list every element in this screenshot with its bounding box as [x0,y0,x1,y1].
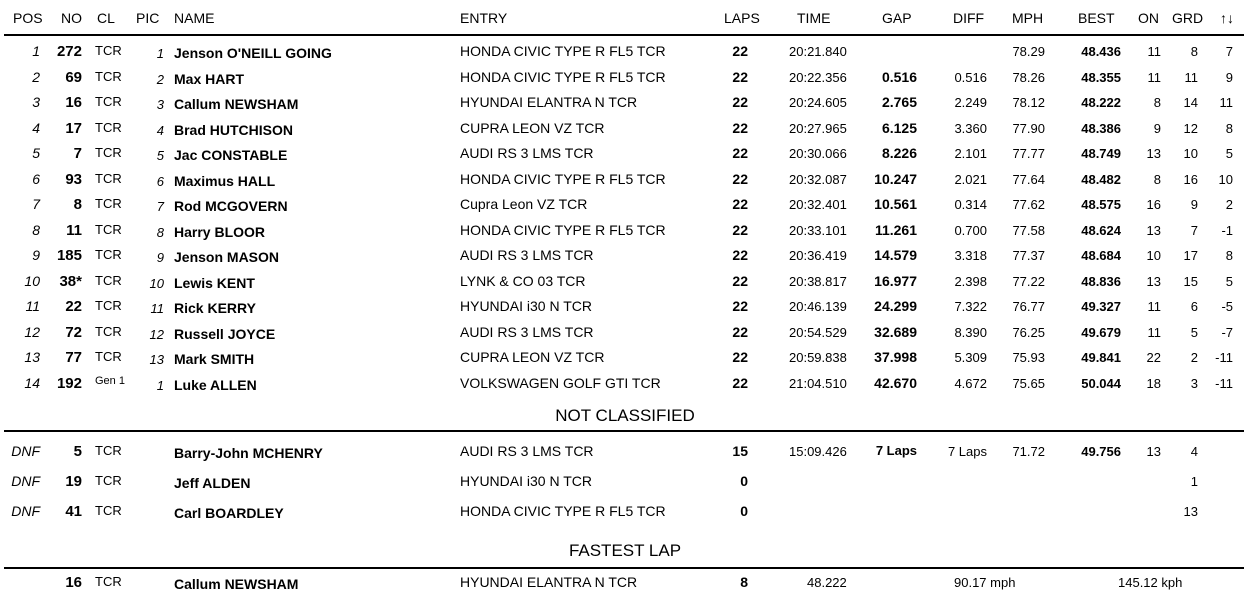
cell-mph: 77.64 [1012,171,1045,187]
cell-chg: -5 [1221,299,1233,314]
cell-best: 48.482 [1081,171,1121,187]
cell-cl: TCR [95,272,122,288]
cell-best: 48.575 [1081,197,1121,212]
cell-entry: HONDA CIVIC TYPE R FL5 TCR [460,503,666,519]
cell-on: 9 [1153,120,1161,136]
cell-best: 48.386 [1081,120,1121,136]
cell-cl: TCR [95,247,122,262]
table-row [0,216,1250,241]
cell-gap: 8.226 [881,145,917,161]
cell-mph: 78.12 [1012,95,1045,110]
cell-entry: AUDI RS 3 LMS TCR [460,145,594,161]
cell-on: 10 [1146,248,1161,263]
cell-grd: 15 [1183,273,1198,289]
cell-mph: 77.77 [1012,146,1045,161]
cell-on: 13 [1146,222,1161,238]
cell-pic: 4 [156,122,164,138]
cell-pos: 10 [24,272,40,289]
cell-mph: 78.26 [1012,69,1045,85]
cell-name: Carl BOARDLEY [174,505,284,521]
cell-grd: 8 [1190,44,1198,59]
cell-no: 93 [65,170,82,188]
cell-entry: AUDI RS 3 LMS TCR [460,443,594,459]
cell-diff: 2.101 [954,146,987,161]
table-row [0,37,1250,62]
table-row [0,241,1250,266]
cell-grd: 9 [1190,197,1198,212]
cell-chg: 5 [1225,146,1233,161]
cell-on: 13 [1146,444,1161,459]
cell-name: Luke ALLEN [174,376,257,393]
cell-chg: 8 [1225,120,1233,136]
col-header-pos: POS [13,10,43,26]
cell-time: 20:24.605 [789,95,847,110]
cell-pic: 11 [150,301,164,316]
table-row [0,343,1250,368]
col-header-laps: LAPS [724,10,760,26]
cell-pos: 12 [24,323,40,340]
cell-diff: 2.021 [954,171,987,187]
cell-name: Rod MCGOVERN [174,198,288,214]
cell-no: 38* [59,272,82,290]
table-row [0,88,1250,113]
not-classified-divider [4,430,1244,432]
cell-pic: 2 [156,71,164,87]
cell-cl: TCR [95,473,122,488]
col-header-best: BEST [1078,10,1115,26]
cell-no: 19 [65,473,82,490]
cell-name: Mark SMITH [174,351,255,367]
cell-chg: 9 [1225,69,1233,85]
cell-pic: 6 [156,173,164,189]
cell-pic: 1 [156,46,164,61]
cell-mph: 75.93 [1012,350,1045,365]
col-header-grd: GRD [1172,10,1204,26]
cell-pos: 2 [32,68,40,85]
cell-laps: 22 [732,323,748,340]
cell-time: 20:30.066 [789,146,847,161]
cell-name: Jenson MASON [174,249,280,265]
cell-grd: 10 [1183,146,1198,161]
cell-cl: TCR [95,196,122,211]
cell-time: 20:36.419 [789,248,847,263]
cell-mph: 77.22 [1012,273,1045,289]
cell-on: 11 [1147,69,1161,85]
cell-pos: DNF [11,503,40,519]
cell-no: 5 [73,443,82,460]
cell-entry: HYUNDAI i30 N TCR [460,298,592,314]
cell-no: 185 [56,247,82,264]
cell-time: 21:04.510 [789,375,847,391]
cell-diff: 0.700 [954,222,987,238]
cell-entry: HONDA CIVIC TYPE R FL5 TCR [460,221,666,238]
cell-mph: 78.29 [1012,44,1045,59]
cell-entry: HONDA CIVIC TYPE R FL5 TCR [460,68,666,85]
cell-pos: 5 [32,145,40,161]
cell-pos: 3 [32,94,40,110]
cell-cl: Gen 1 [95,374,125,387]
fastest-lap-no: 16 [65,574,82,591]
cell-cl: TCR [95,323,122,339]
fastest-lap-lap: 8 [740,574,748,590]
cell-entry: VOLKSWAGEN GOLF GTI TCR [460,374,661,391]
cell-diff: 2.249 [954,95,987,110]
table-row [0,318,1250,343]
cell-grd: 17 [1183,248,1198,263]
table-row [0,63,1250,88]
cell-mph: 77.90 [1012,120,1045,136]
cell-time: 20:38.817 [789,273,847,289]
cell-mph: 76.77 [1012,299,1045,314]
cell-pos: 14 [24,374,40,391]
cell-time: 20:21.840 [789,44,847,59]
fastest-lap-class: TCR [95,574,122,589]
cell-pic: 9 [156,250,164,265]
cell-cl: TCR [95,43,122,58]
cell-laps: 0 [740,473,748,489]
cell-on: 18 [1146,375,1161,391]
cell-cl: TCR [95,298,122,313]
cell-pos: 8 [32,221,40,238]
fastest-lap-entry: HYUNDAI ELANTRA N TCR [460,574,638,590]
cell-pic: 13 [149,352,164,367]
cell-diff: 7.322 [954,299,987,314]
col-header-on: ON [1138,10,1159,26]
cell-gap: 0.516 [881,68,917,85]
cell-pic: 10 [149,275,164,291]
cell-laps: 22 [732,272,748,289]
cell-name: Jeff ALDEN [174,475,251,491]
cell-pos: 9 [32,247,40,263]
table-row [0,165,1250,190]
cell-laps: 22 [732,247,748,263]
fastest-lap-kph: 145.12 kph [1118,575,1183,590]
cell-laps: 22 [732,119,748,136]
fastest-lap-heading: FASTEST LAP [568,541,682,560]
cell-name: Max HART [174,70,245,87]
cell-name: Lewis KENT [174,274,255,291]
cell-cl: TCR [95,68,122,84]
cell-gap: 10.561 [874,196,917,212]
cell-grd: 11 [1184,69,1198,85]
cell-gap: 42.670 [874,374,917,391]
cell-on: 11 [1147,44,1161,59]
cell-grd: 4 [1190,444,1198,459]
cell-on: 8 [1153,171,1161,187]
cell-laps: 22 [732,196,748,212]
cell-grd: 6 [1190,299,1198,314]
cell-gap: 2.765 [881,94,917,110]
cell-name: Callum NEWSHAM [174,96,299,112]
cell-no: 7 [73,145,82,162]
cell-best: 48.355 [1081,69,1121,85]
cell-pos: 6 [32,170,40,187]
cell-chg: 10 [1218,171,1233,187]
fastest-lap-mph: 90.17 mph [954,575,1016,590]
cell-grd: 3 [1190,375,1198,391]
cell-laps: 22 [732,374,748,391]
cell-best: 49.841 [1081,350,1121,365]
col-header-entry: ENTRY [460,10,508,26]
cell-name: Russell JOYCE [174,325,276,342]
cell-chg: 5 [1225,273,1233,289]
cell-pic: 8 [156,224,164,240]
cell-time: 20:32.087 [789,171,847,187]
cell-entry: CUPRA LEON VZ TCR [460,119,605,136]
cell-mph: 77.62 [1012,197,1045,212]
cell-no: 8 [73,196,82,213]
table-row [0,497,1250,522]
cell-grd: 14 [1183,95,1198,110]
cell-cl: TCR [95,503,122,518]
cell-entry: AUDI RS 3 LMS TCR [460,247,594,263]
cell-no: 16 [65,94,82,111]
cell-best: 48.684 [1081,248,1121,263]
table-row [0,190,1250,215]
cell-entry: CUPRA LEON VZ TCR [460,349,605,365]
cell-mph: 71.72 [1012,444,1045,459]
cell-pos: 1 [32,43,40,59]
cell-chg: -7 [1221,324,1233,340]
cell-mph: 77.58 [1012,222,1045,238]
cell-on: 13 [1146,146,1161,161]
cell-best: 49.679 [1081,324,1121,340]
not-classified-heading: NOT CLASSIFIED [555,406,695,425]
cell-grd: 7 [1190,222,1198,238]
cell-entry: HONDA CIVIC TYPE R FL5 TCR [460,43,666,59]
cell-diff: 2.398 [954,273,987,289]
cell-entry: Cupra Leon VZ TCR [460,196,588,212]
cell-name: Brad HUTCHISON [174,121,294,138]
cell-no: 17 [65,119,82,137]
cell-no: 41 [65,503,82,520]
cell-no: 11 [66,221,82,239]
table-row [0,369,1250,394]
table-row [0,292,1250,317]
cell-cl: TCR [95,170,122,186]
cell-laps: 22 [732,94,748,110]
cell-best: 49.327 [1081,299,1121,314]
col-header-diff: DIFF [953,10,985,26]
cell-time: 15:09.426 [789,444,847,459]
cell-pos: 13 [24,349,40,365]
cell-gap: 32.689 [874,323,917,340]
col-header-name: NAME [174,10,215,26]
table-row [0,267,1250,292]
cell-name: Jenson O'NEILL GOING [174,45,332,61]
cell-best: 49.756 [1081,444,1121,459]
cell-diff: 3.318 [954,248,987,263]
cell-pic: 12 [149,326,164,342]
cell-best: 48.749 [1081,146,1121,161]
cell-best: 48.222 [1081,95,1121,110]
cell-gap: 6.125 [881,119,917,136]
cell-no: 77 [65,349,82,366]
fastest-lap-row [0,568,1250,594]
cell-laps: 22 [732,298,748,314]
cell-best: 48.836 [1081,273,1121,289]
col-header-mph: MPH [1012,10,1044,26]
cell-chg: 8 [1225,248,1233,263]
cell-time: 20:33.101 [789,222,847,238]
cell-gap: 24.299 [874,298,917,314]
cell-laps: 22 [732,145,748,161]
cell-time: 20:59.838 [789,350,847,365]
cell-mph: 75.65 [1012,375,1045,391]
cell-pos: 11 [25,298,40,314]
cell-chg: -1 [1221,222,1233,238]
cell-on: 8 [1153,95,1161,110]
cell-grd: 13 [1183,504,1198,519]
cell-name: Jac CONSTABLE [174,147,288,163]
cell-chg: -11 [1215,350,1233,365]
cell-cl: TCR [95,119,122,135]
table-row [0,139,1250,164]
cell-time: 20:54.529 [789,324,847,340]
cell-name: Harry BLOOR [174,223,266,240]
cell-cl: TCR [95,145,122,160]
cell-gap: 7 Laps [875,443,917,458]
cell-diff: 8.390 [954,324,987,340]
cell-grd: 12 [1183,120,1198,136]
col-header-no: NO [61,10,82,26]
cell-diff: 4.672 [954,375,987,391]
cell-mph: 76.25 [1012,324,1045,340]
cell-pic: 3 [156,97,164,112]
cell-chg: -11 [1215,375,1233,391]
cell-entry: HONDA CIVIC TYPE R FL5 TCR [460,170,666,187]
cell-on: 11 [1147,299,1161,314]
cell-best: 48.624 [1081,222,1121,238]
cell-pos: 4 [32,119,40,136]
cell-laps: 22 [732,43,748,59]
cell-diff: 0.516 [954,69,987,85]
cell-laps: 22 [732,68,748,85]
cell-time: 20:46.139 [789,299,847,314]
cell-pos: 7 [32,196,40,212]
cell-pic: 7 [156,199,164,214]
col-header-pic: PIC [136,10,160,26]
cell-grd: 2 [1190,350,1198,365]
cell-diff: 5.309 [954,350,987,365]
cell-on: 22 [1146,350,1161,365]
cell-entry: LYNK & CO 03 TCR [460,272,586,289]
cell-laps: 0 [740,503,748,519]
cell-grd: 16 [1183,171,1198,187]
cell-best: 50.044 [1081,375,1121,391]
cell-diff: 3.360 [954,120,987,136]
cell-gap: 11.261 [874,221,917,238]
cell-pic: 5 [156,148,164,163]
cell-entry: AUDI RS 3 LMS TCR [460,323,594,340]
cell-laps: 15 [732,443,748,459]
cell-diff: 7 Laps [947,444,987,459]
cell-gap: 16.977 [874,272,917,289]
cell-chg: 2 [1225,197,1233,212]
fastest-lap-driver: Callum NEWSHAM [174,576,299,592]
cell-grd: 5 [1190,324,1198,340]
cell-mph: 77.37 [1012,248,1045,263]
cell-laps: 22 [732,221,748,238]
results-header-row [0,0,1250,34]
cell-no: 192 [56,374,82,392]
cell-gap: 14.579 [874,247,917,263]
cell-grd: 1 [1190,474,1198,489]
cell-cl: TCR [95,443,122,458]
cell-no: 272 [56,43,82,60]
cell-diff: 0.314 [954,197,987,212]
header-divider [4,34,1244,36]
cell-best: 48.436 [1081,44,1121,59]
cell-entry: HYUNDAI i30 N TCR [460,473,592,489]
table-row [0,467,1250,492]
cell-name: Barry-John MCHENRY [174,445,323,461]
cell-pic: 1 [156,377,164,393]
cell-on: 11 [1147,324,1161,340]
cell-laps: 22 [732,349,748,365]
cell-time: 20:32.401 [789,197,847,212]
cell-cl: TCR [95,94,122,109]
cell-on: 16 [1146,197,1161,212]
cell-gap: 37.998 [874,349,917,365]
fastest-lap-time: 48.222 [807,575,847,590]
cell-pos: DNF [11,473,40,489]
col-header-gap: GAP [882,10,912,26]
cell-on: 13 [1146,273,1161,289]
cell-cl: TCR [95,221,122,237]
cell-no: 69 [65,68,82,86]
cell-no: 72 [65,323,82,341]
col-header-cl: CL [97,10,115,26]
cell-name: Rick KERRY [174,300,256,316]
cell-time: 20:22.356 [789,69,847,85]
cell-pos: DNF [11,443,40,459]
col-header-position-change: ↑↓ [1220,10,1234,26]
table-row [0,437,1250,462]
cell-name: Maximus HALL [174,172,276,189]
col-header-time: TIME [797,10,831,26]
cell-gap: 10.247 [874,170,917,187]
cell-entry: HYUNDAI ELANTRA N TCR [460,94,638,110]
table-row [0,114,1250,139]
cell-cl: TCR [95,349,122,364]
cell-chg: 11 [1219,95,1233,110]
cell-no: 22 [65,298,82,315]
cell-chg: 7 [1225,44,1233,59]
cell-time: 20:27.965 [789,120,847,136]
cell-laps: 22 [732,170,748,187]
